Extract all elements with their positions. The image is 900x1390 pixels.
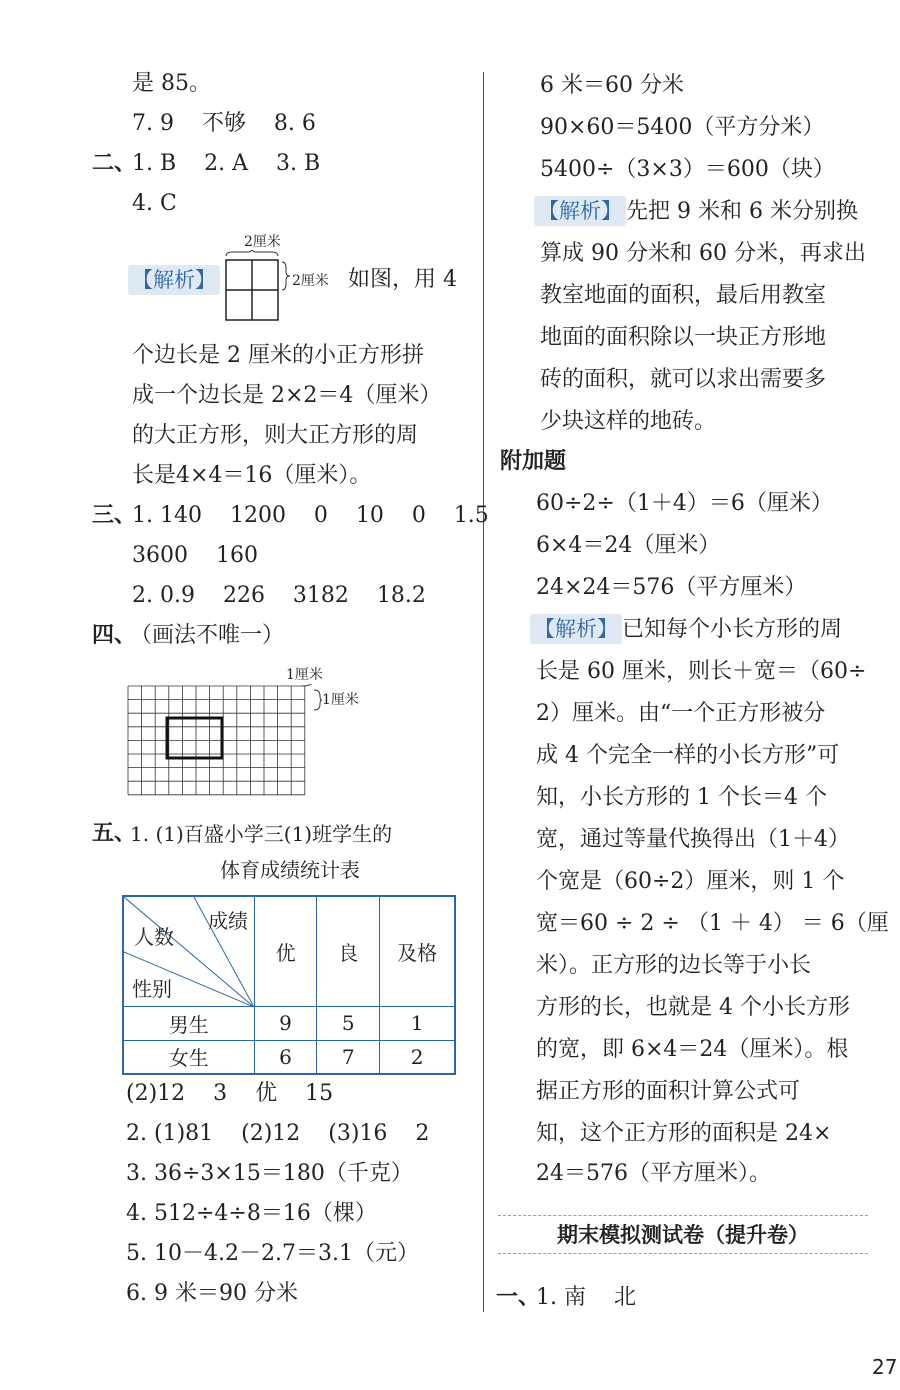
analysis-text: 砖的面积，就可以求出需要多	[540, 367, 827, 392]
score-table	[122, 895, 456, 1075]
table-title: 体育成绩统计表	[220, 858, 360, 882]
answer-line: 6 米＝60 分米	[540, 73, 684, 98]
exam-banner	[498, 1215, 868, 1255]
column-divider	[483, 72, 484, 1312]
analysis-text: 知，这个正方形的面积是 24×	[536, 1121, 832, 1146]
table-header-row	[123, 896, 455, 1006]
answer-line: 3. 36÷3×15＝180（千克）	[126, 1161, 413, 1186]
analysis-text: 的宽，即 6×4＝24（厘米）。根	[536, 1037, 849, 1062]
grid-lines	[128, 686, 305, 795]
answer-line: 1. B 2. A 3. B	[132, 151, 321, 176]
analysis-text: 据正方形的面积计算公式可	[536, 1079, 801, 1104]
row-name: 女生	[123, 1040, 254, 1074]
table-cell: 5	[317, 1006, 380, 1040]
answer-line: 6×4＝24（厘米）	[536, 533, 721, 558]
analysis-text: 米）。正方形的边长等于小长	[536, 953, 812, 978]
analysis-text: 先把 9 米和 6 米分别换	[626, 199, 858, 224]
analysis-text: 教室地面的面积，最后用教室	[540, 283, 827, 308]
analysis-tag: 【解析】	[530, 614, 622, 644]
section-label: 三、	[92, 503, 137, 528]
square-diagram	[222, 250, 298, 324]
grid2-top-label: 1厘米	[286, 667, 323, 683]
grid2-top-brace	[302, 684, 312, 686]
answer-line: 24×24＝576（平方厘米）	[536, 575, 807, 600]
section-label: 四、	[92, 623, 137, 648]
drawn-rectangle	[167, 718, 222, 758]
analysis-text: 如图，用 4	[348, 267, 457, 292]
header-cell: 及格	[380, 896, 455, 1006]
analysis-tag: 【解析】	[128, 265, 220, 295]
answer-line: 2. 0.9 226 3182 18.2	[132, 583, 426, 608]
analysis-text: 少块这样的地砖。	[540, 409, 717, 434]
section-label: 五、	[92, 821, 137, 846]
answer-line: 1. 140 1200 0 10 0 1.5	[132, 503, 489, 528]
table-cell: 7	[317, 1040, 380, 1074]
answer-line: 5400÷（3×3）＝600（块）	[540, 157, 835, 182]
grid2-side-brace	[314, 690, 322, 710]
analysis-text: 个边长是 2 厘米的小正方形拼	[132, 343, 424, 368]
table-row	[123, 1006, 455, 1040]
analysis-text: 已知每个小长方形的周	[622, 617, 843, 642]
answer-line: 1. 南 北	[536, 1285, 636, 1310]
side-brace	[282, 262, 290, 290]
analysis-text: 方形的长，也就是 4 个小长方形	[536, 995, 850, 1020]
answer-line: 4. 512÷4÷8＝16（棵）	[126, 1201, 377, 1226]
banner-bottom-line	[498, 1253, 868, 1254]
grid-side-label: 2厘米	[292, 273, 329, 289]
analysis-text: 成一个边长是 2×2＝4（厘米）	[132, 383, 442, 408]
answer-line: 6. 9 米＝90 分米	[126, 1281, 298, 1306]
section-note: （画法不唯一）	[130, 623, 285, 648]
answer-line: (2)12 3 优 15	[126, 1081, 334, 1106]
analysis-tag: 【解析】	[534, 196, 626, 226]
table-cell: 6	[254, 1040, 317, 1074]
analysis-text: 长是 60 厘米，则长＋宽＝（60÷	[536, 659, 867, 684]
header-cell: 良	[317, 896, 380, 1006]
analysis-text: 24＝576（平方厘米）。	[536, 1161, 771, 1186]
analysis-text: 知，小长方形的 1 个长＝4 个	[536, 785, 827, 810]
analysis-text: 宽＝60 ÷ 2 ÷ （1 ＋ 4） ＝ 6（厘	[536, 911, 889, 936]
corner-mid: 人数	[134, 925, 174, 949]
corner-top: 成绩	[208, 909, 248, 933]
answer-line: 4. C	[132, 191, 177, 216]
answer-line: 5. 10－4.2－2.7＝3.1（元）	[126, 1241, 419, 1266]
header-cell: 优	[254, 896, 317, 1006]
analysis-text: 长是4×4＝16（厘米）。	[132, 463, 372, 488]
corner-bottom: 性别	[132, 977, 172, 1001]
banner-top-line	[498, 1215, 868, 1216]
grid2-side-label: 1厘米	[322, 692, 359, 708]
answer-line: 90×60＝5400（平方分米）	[540, 115, 825, 140]
row-name: 男生	[123, 1006, 254, 1040]
corner-cell	[123, 896, 254, 1006]
analysis-text: 宽，通过等量代换得出（1＋4）	[536, 827, 850, 852]
analysis-text: 个宽是（60÷2）厘米，则 1 个	[536, 869, 845, 894]
answer-line: 2. (1)81 (2)12 (3)16 2	[126, 1121, 430, 1146]
page-number: 27	[872, 1355, 898, 1379]
grid-top-label: 2厘米	[244, 234, 281, 250]
section-label: 二、	[92, 151, 137, 176]
table-cell: 2	[380, 1040, 455, 1074]
table-row	[123, 1040, 455, 1074]
answer-line: 是 85。	[132, 71, 211, 96]
answer-line: 60÷2÷（1＋4）＝6（厘米）	[536, 491, 833, 516]
analysis-text: 成 4 个完全一样的小长方形”可	[536, 743, 840, 768]
table-cell: 9	[254, 1006, 317, 1040]
section-label: 一、	[496, 1285, 541, 1310]
analysis-text: 算成 90 分米和 60 分米，再求出	[540, 241, 866, 266]
analysis-text: 的大正方形，则大正方形的周	[132, 423, 419, 448]
drawing-grid	[126, 684, 326, 802]
table-title: 1. (1)百盛小学三(1)班学生的	[130, 822, 393, 846]
answer-line: 3600 160	[132, 543, 258, 568]
table-cell: 1	[380, 1006, 455, 1040]
answer-line: 7. 9 不够 8. 6	[132, 111, 316, 136]
analysis-text: 2）厘米。由“一个正方形被分	[536, 701, 826, 726]
analysis-text: 地面的面积除以一块正方形地	[540, 325, 827, 350]
section-heading: 附加题	[500, 449, 567, 474]
top-brace	[226, 250, 278, 256]
banner-title: 期末模拟测试卷（提升卷）	[557, 1223, 809, 1247]
